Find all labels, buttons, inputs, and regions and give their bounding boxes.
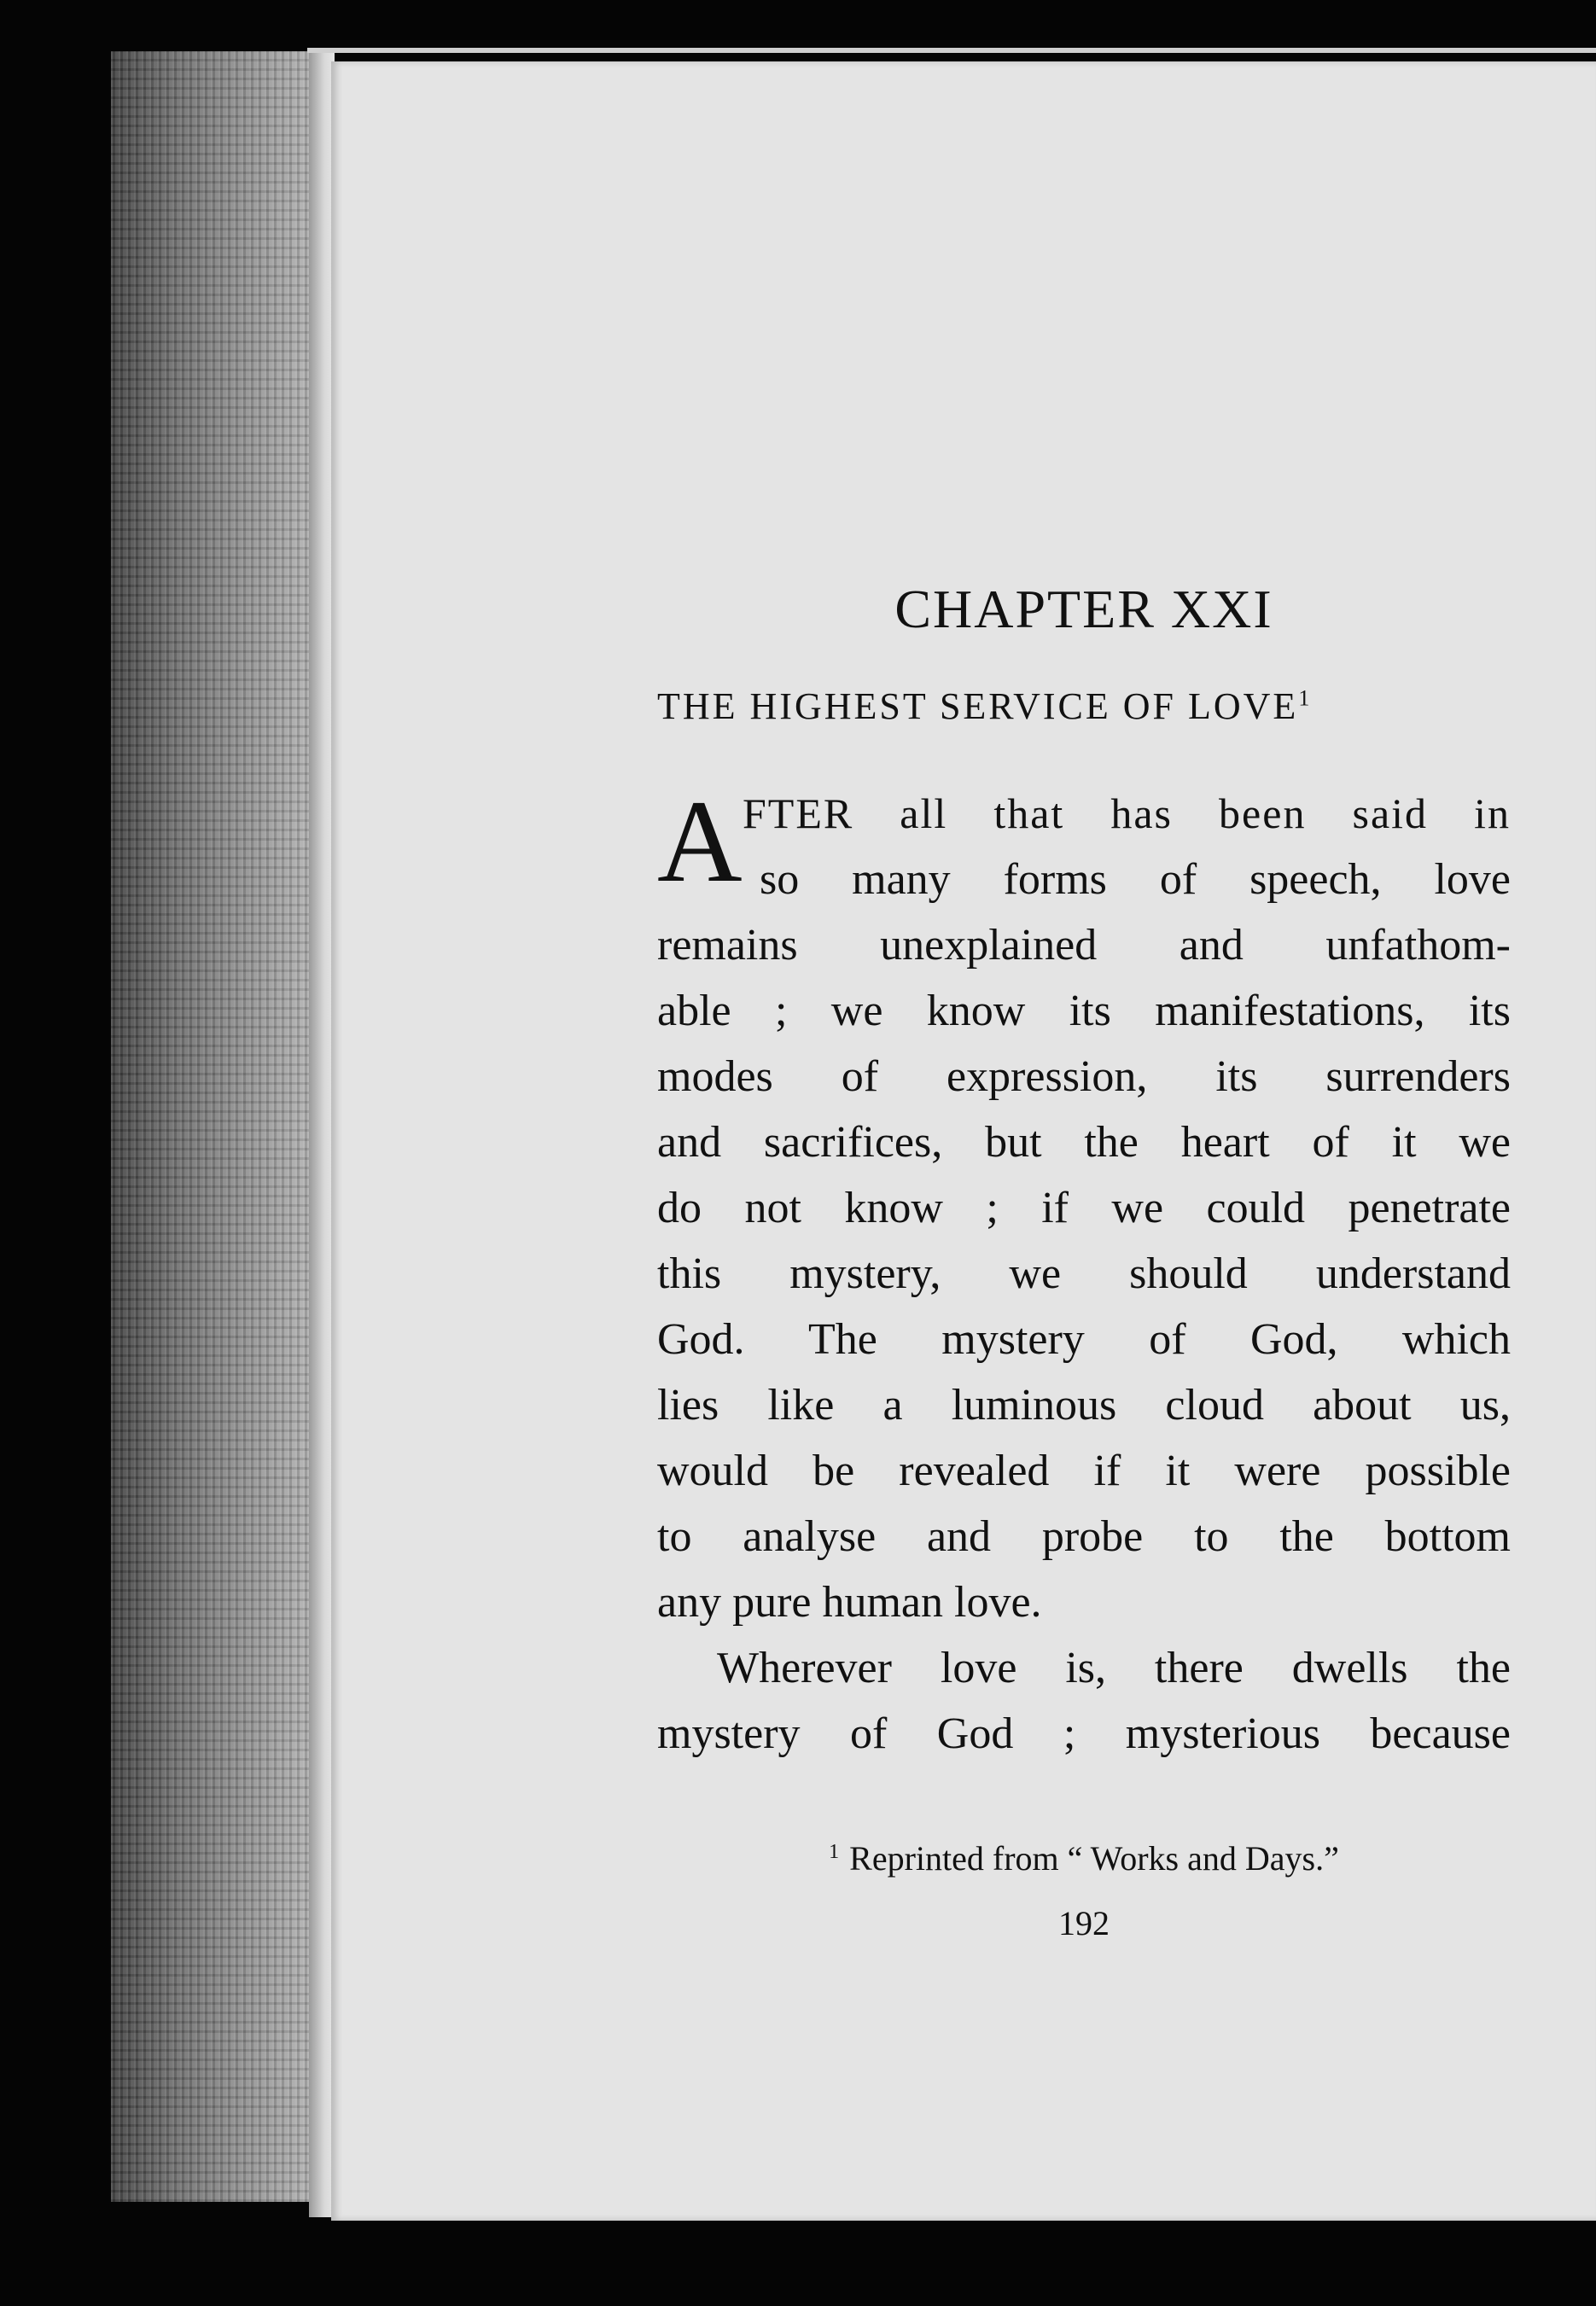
text-line: modes of expression, its surrenders (657, 1052, 1511, 1101)
text-line: lies like a luminous cloud about us, (657, 1381, 1511, 1430)
text-line: this mystery, we should understand (657, 1249, 1511, 1298)
text-line: would be revealed if it were possible (657, 1447, 1511, 1495)
text-line: God. The mystery of God, which (657, 1315, 1511, 1364)
chapter-title: CHAPTER XXI (894, 579, 1273, 639)
page-top-edge (307, 48, 1596, 53)
text-line (657, 781, 1511, 847)
text-line: Wherever love is, there dwells the (717, 1644, 1511, 1692)
text-line: remains unexplained and unfathom- (657, 921, 1511, 970)
book-edge (111, 51, 320, 2202)
text-line: so many forms of speech, love (760, 855, 1511, 904)
text-line: and sacrifices, but the heart of it we (657, 1118, 1511, 1167)
section-title-text: THE HIGHEST SERVICE OF LOVE (657, 685, 1299, 727)
paragraph-1 (657, 776, 1511, 1635)
page-number: 192 (1058, 1904, 1110, 1942)
paragraph-2 (657, 1635, 1511, 1767)
text-line: do not know ; if we could penetrate (657, 1184, 1511, 1232)
body-text (657, 776, 1511, 1767)
footnote-text: Reprinted from “ Works and Days.” (849, 1839, 1339, 1878)
footnote (657, 1838, 1511, 1878)
text-line: mystery of God ; mysterious because (657, 1709, 1511, 1758)
text-line: to analyse and probe to the bottom (657, 1512, 1511, 1561)
book-page (331, 61, 1596, 2221)
footnote-number: 1 (829, 1840, 840, 1863)
text-line: any pure human love. (657, 1578, 1042, 1627)
drop-cap: A (657, 776, 743, 906)
section-title (657, 684, 1511, 728)
text-line: able ; we know its manifestations, its (657, 987, 1511, 1035)
footnote-marker: 1 (1298, 685, 1310, 711)
first-line-text: FTER all that has been said in (743, 789, 1511, 837)
